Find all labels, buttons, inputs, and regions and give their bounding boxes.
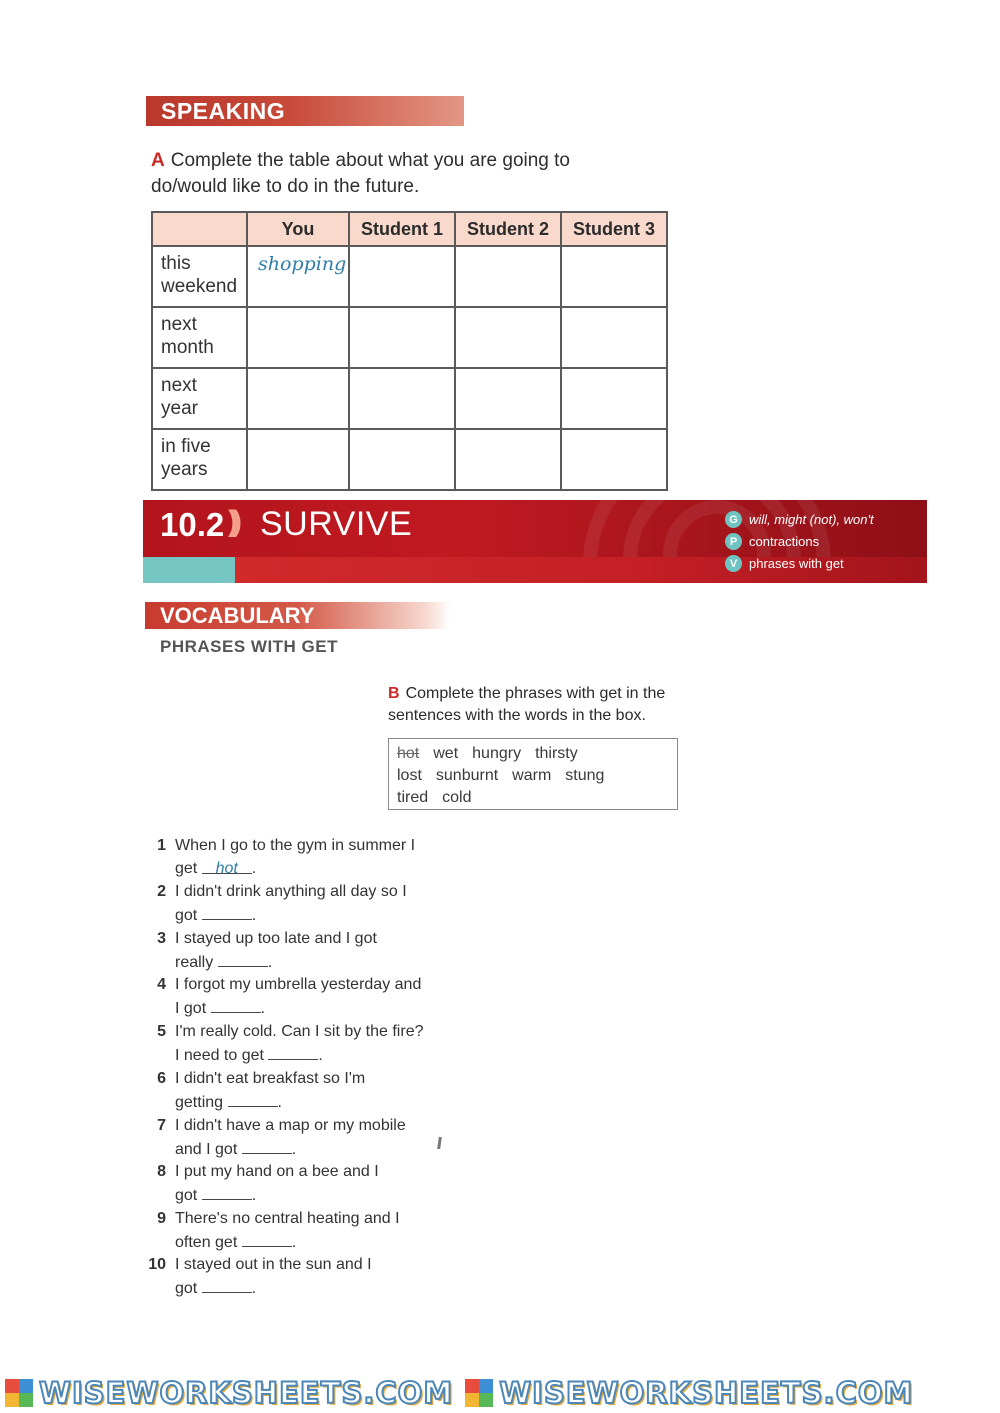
word: stung — [565, 767, 605, 784]
word: warm — [512, 767, 552, 784]
column-header-student-3: Student 3 — [561, 212, 667, 246]
item-text: I stayed out in the sun and I got . — [175, 1256, 372, 1297]
answer-cell-you[interactable] — [247, 368, 349, 429]
word: thirsty — [535, 745, 578, 762]
word-box-line — [397, 787, 677, 809]
word: wet — [433, 745, 459, 762]
watermark-text: WISEWORKSHEETS.COM — [499, 1376, 914, 1410]
answer-blank[interactable] — [202, 1183, 252, 1200]
focus-pronunciation — [725, 533, 819, 550]
watermark-text: WISEWORKSHEETS.COM — [39, 1376, 454, 1410]
column-header-empty — [152, 212, 247, 246]
vocabulary-title: VOCABULARY — [160, 603, 315, 628]
table-row — [152, 307, 667, 368]
answer-blank[interactable] — [211, 996, 261, 1013]
grammar-badge-icon: G — [725, 511, 742, 528]
instruction-b-text: Complete the phrases with get in the sentences with the words in the box. — [388, 685, 666, 724]
vocabulary-badge-icon: V — [725, 555, 742, 572]
word-box-line — [397, 765, 677, 787]
word: hungry — [472, 745, 522, 762]
footer-watermark — [0, 1373, 1000, 1413]
answer-blank[interactable] — [228, 1090, 278, 1107]
answer-blank[interactable] — [218, 950, 268, 967]
answer-cell[interactable] — [455, 307, 561, 368]
row-label: next month — [152, 307, 247, 368]
item-number: 3 — [157, 930, 166, 947]
item-text: I put my hand on a bee and I got . — [175, 1163, 379, 1204]
answer-cell[interactable] — [561, 429, 667, 490]
item-text: I forgot my umbrella yesterday and I got . — [175, 976, 422, 1017]
answer-cell[interactable] — [455, 429, 561, 490]
instruction-letter-a: A — [151, 150, 165, 171]
item-text: I'm really cold. Can I sit by the fire? I need to get . — [175, 1023, 424, 1064]
answer-cell[interactable] — [561, 368, 667, 429]
unit-title: SURVIVE — [260, 505, 413, 543]
focus-grammar — [725, 511, 874, 528]
instruction-a — [151, 148, 651, 200]
unit-number: 10.2 — [160, 506, 225, 543]
focus-vocabulary — [725, 555, 844, 572]
word: tired — [397, 789, 429, 806]
banner-teal-strip — [143, 557, 235, 583]
item-text: I didn't drink anything all day so I got . — [175, 883, 407, 924]
table-row — [152, 368, 667, 429]
pronunciation-badge-icon: P — [725, 533, 742, 550]
column-header-student-1: Student 1 — [349, 212, 455, 246]
item-text: When I go to the gym in summer I get hot . — [175, 837, 416, 877]
watermark — [465, 1376, 913, 1410]
focus-pronunciation-text: contractions — [749, 534, 820, 549]
item-number: 2 — [157, 883, 166, 900]
answer-cell[interactable] — [349, 368, 455, 429]
item-number: 7 — [157, 1117, 166, 1134]
column-header-you: You — [247, 212, 349, 246]
column-header-student-2: Student 2 — [455, 212, 561, 246]
answer-blank[interactable] — [202, 1276, 252, 1293]
answer-cell[interactable] — [561, 307, 667, 368]
answer-blank[interactable] — [202, 903, 252, 920]
speaking-header — [146, 96, 464, 126]
item-number: 9 — [157, 1210, 166, 1227]
item-text: I stayed up too late and I got really . — [175, 930, 377, 971]
focus-vocabulary-text: phrases with get — [749, 556, 844, 571]
answer-blank[interactable] — [242, 1137, 292, 1154]
answer-cell-you[interactable] — [247, 429, 349, 490]
wiseworksheets-logo-icon — [465, 1379, 493, 1407]
word: sunburnt — [435, 767, 499, 784]
answer-cell[interactable] — [455, 246, 561, 307]
item-text: I didn't eat breakfast so I'm getting . — [175, 1070, 366, 1111]
item-number: 10 — [148, 1256, 166, 1273]
table-row — [152, 246, 667, 307]
answer-cell[interactable] — [349, 246, 455, 307]
table-row — [152, 429, 667, 490]
answer-blank[interactable] — [268, 1043, 318, 1060]
item-text: There's no central heating and I often get . — [175, 1210, 400, 1251]
word-crossed: hot — [397, 745, 420, 762]
speaking-title: SPEAKING — [161, 98, 286, 124]
answer-cell[interactable] — [349, 307, 455, 368]
row-label: in five years — [152, 429, 247, 490]
answer-cell-you[interactable] — [247, 246, 349, 307]
item-number: 1 — [157, 837, 166, 854]
answer-cell[interactable] — [455, 368, 561, 429]
future-plans-table — [151, 211, 668, 491]
item-number: 6 — [157, 1070, 166, 1087]
answer-text: shopping — [258, 253, 347, 275]
word: lost — [397, 767, 422, 784]
item-number: 4 — [157, 976, 166, 993]
word-box — [388, 738, 678, 810]
focus-grammar-text: will, might (not), won't — [749, 512, 874, 527]
answer-blank[interactable]: hot — [202, 857, 252, 874]
instruction-a-text: Complete the table about what you are going to do/would like to do in the future. — [151, 150, 571, 197]
answer-cell-you[interactable] — [247, 307, 349, 368]
wiseworksheets-logo-icon — [5, 1379, 33, 1407]
vocabulary-header — [145, 602, 450, 629]
word: cold — [442, 789, 472, 806]
row-label: next year — [152, 368, 247, 429]
sound-waves-icon: )) — [228, 505, 236, 538]
item-number: 8 — [157, 1163, 166, 1180]
watermark — [5, 1376, 453, 1410]
answer-cell[interactable] — [561, 246, 667, 307]
instruction-b — [388, 683, 698, 727]
row-label: this weekend — [152, 246, 247, 307]
table-header-row — [152, 212, 667, 246]
answer-blank[interactable] — [242, 1230, 292, 1247]
instruction-letter-b: B — [388, 685, 400, 702]
vocabulary-subheader: PHRASES WITH GET — [160, 637, 339, 656]
item-number: 5 — [157, 1023, 166, 1040]
word-box-line — [397, 743, 677, 765]
answer-cell[interactable] — [349, 429, 455, 490]
item-text: I didn't have a map or my mobile and I got . — [175, 1117, 406, 1158]
